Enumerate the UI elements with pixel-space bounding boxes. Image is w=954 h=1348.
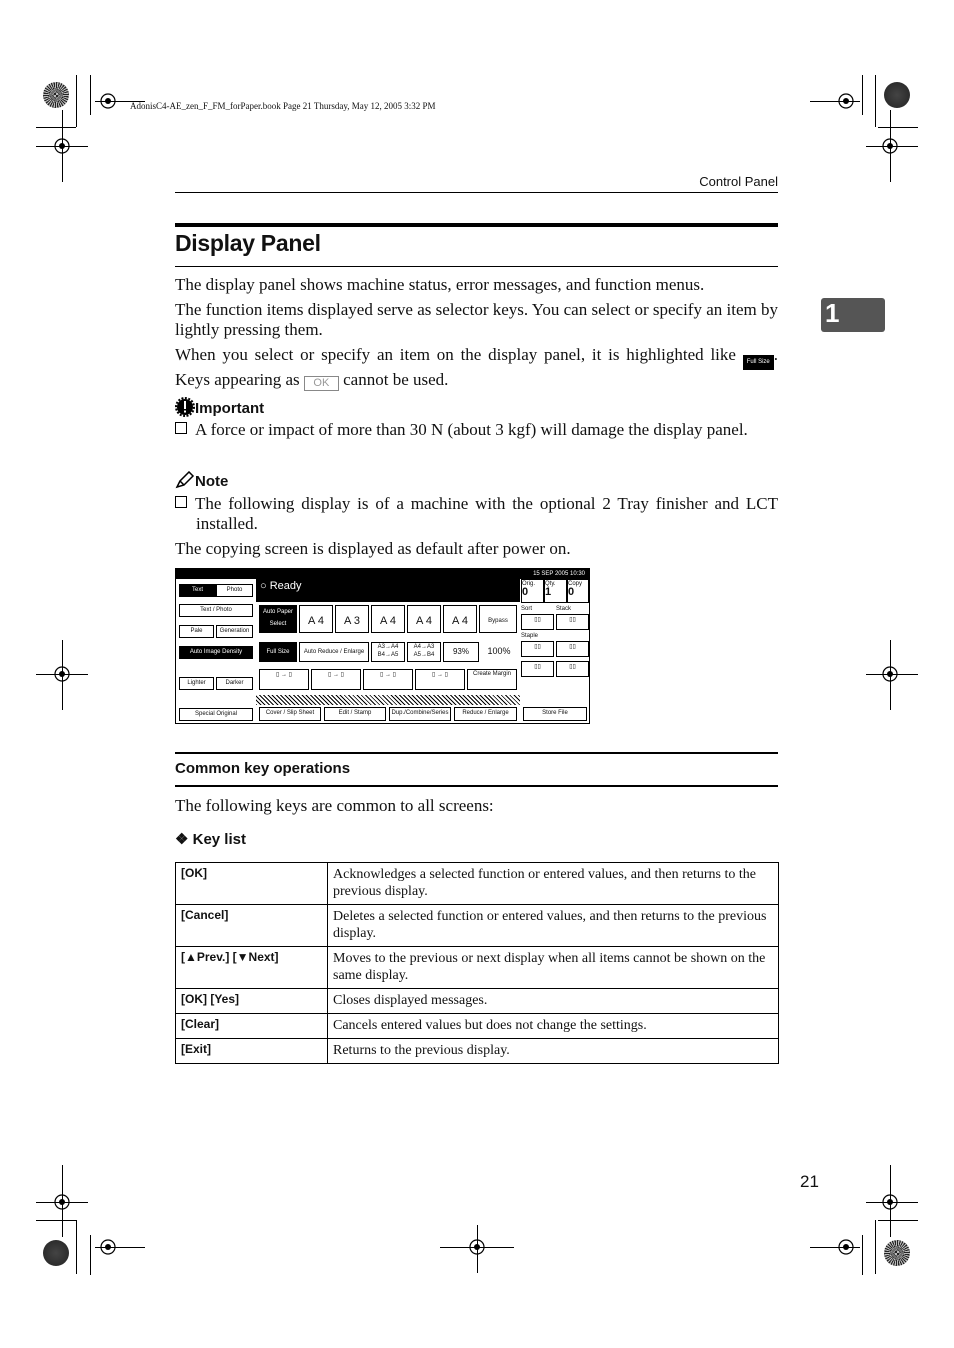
table-row	[176, 947, 779, 989]
checkbox-bullet-icon	[175, 496, 187, 508]
paragraph-highlight: When you select or specify an item on the display panel, it is highlighted like Full Size . Keys appearing as OK cannot be used.	[175, 345, 778, 389]
file-info-line: AdonisC4-AE_zen_F_FM_forPaper.book Page 21 Thursday, May 12, 2005 3:32 PM	[130, 101, 436, 111]
table-row	[176, 1014, 779, 1039]
lcd-key-sort[interactable]: ▯▯	[521, 614, 554, 630]
important-item: A force or impact of more than 30 N (about 3 kgf) will damage the display panel.	[175, 420, 778, 440]
section-rule-top	[175, 752, 778, 754]
lcd-key-staple-4[interactable]: ▯▯	[556, 661, 589, 677]
lcd-key-text[interactable]: Text	[179, 584, 216, 597]
lcd-status: ○ Ready	[256, 579, 520, 602]
table-row	[176, 863, 779, 905]
key-description-cell: Moves to the previous or next display when all items cannot be shown on the same display.	[328, 947, 779, 989]
key-description-cell: Cancels entered values but does not change the settings.	[328, 1014, 779, 1039]
lcd-key-lighter[interactable]: Lighter	[179, 677, 214, 690]
lcd-tab-dup-combine[interactable]: Dup./Combine/Series	[389, 707, 451, 721]
key-name-cell: [OK]	[176, 863, 328, 905]
lcd-pattern-strip	[256, 695, 520, 705]
lcd-key-combine-2[interactable]: ▯ → ▯	[415, 669, 465, 690]
page-number: 21	[800, 1172, 819, 1191]
lcd-qty-count: Qty. 1	[544, 579, 567, 603]
lcd-key-stack[interactable]: ▯▯	[556, 614, 589, 630]
lcd-key-ratio-enlarge[interactable]: A4→A3 A5→B4	[407, 642, 441, 662]
important-icon	[175, 397, 195, 417]
paragraph-common-keys: The following keys are common to all screens:	[175, 796, 494, 815]
lcd-key-photo[interactable]: Photo	[216, 584, 253, 597]
section-rule-bottom	[175, 785, 778, 787]
page-title: Display Panel	[175, 230, 321, 256]
lcd-key-store-file[interactable]: Store File	[523, 707, 587, 721]
lcd-key-auto-reduce[interactable]: Auto Reduce / Enlarge	[299, 642, 369, 662]
key-description-cell: Deletes a selected function or entered values, and then returns to the previous display.	[328, 905, 779, 947]
lcd-key-generation[interactable]: Generation	[216, 625, 253, 638]
lcd-key-tray-4[interactable]: A 4	[407, 605, 441, 633]
lcd-key-staple-3[interactable]: ▯▯	[521, 661, 554, 677]
running-header: Control Panel	[699, 174, 778, 189]
key-list-heading: ❖ Key list	[175, 831, 246, 848]
table-row	[176, 989, 779, 1014]
key-description-cell: Acknowledges a selected function or entered values, and then returns to the previous display.	[328, 863, 779, 905]
key-name-cell: [Exit]	[176, 1039, 328, 1064]
lcd-key-tray-lct[interactable]: A 4	[443, 605, 477, 633]
chapter-tab: 1	[821, 298, 885, 332]
lcd-ratio-display: 100%	[481, 642, 517, 662]
key-description-cell: Returns to the previous display.	[328, 1039, 779, 1064]
lcd-staple-label: Staple	[521, 632, 555, 640]
lcd-key-full-size[interactable]: Full Size	[259, 642, 297, 662]
lcd-key-duplex-1[interactable]: ▯ → ▯	[259, 669, 309, 690]
lcd-stack-label: Stack	[556, 605, 589, 613]
lcd-key-pale[interactable]: Pale	[179, 625, 214, 638]
lcd-tab-edit[interactable]: Edit / Stamp	[324, 707, 386, 721]
key-name-cell: [Cancel]	[176, 905, 328, 947]
lcd-key-special-original[interactable]: Special Original	[179, 708, 253, 721]
section-heading-common-keys: Common key operations	[175, 760, 351, 777]
lcd-key-tray-3[interactable]: A 4	[371, 605, 405, 633]
note-item: The following display is of a machine with the optional 2 Tray finisher and LCT installed.	[175, 494, 778, 534]
lcd-key-staple-1[interactable]: ▯▯	[521, 641, 554, 657]
key-name-cell: [OK] [Yes]	[176, 989, 328, 1014]
highlighted-key-sample: Full Size	[743, 355, 774, 370]
lcd-tab-cover[interactable]: Cover / Slip Sheet	[259, 707, 321, 721]
lcd-key-bypass[interactable]: Bypass	[479, 605, 517, 633]
key-list-table	[175, 862, 779, 1064]
lcd-key-combine-1[interactable]: ▯ → ▯	[363, 669, 413, 690]
key-name-cell: [Clear]	[176, 1014, 328, 1039]
lcd-key-staple-2[interactable]: ▯▯	[556, 641, 589, 657]
lcd-key-duplex-2[interactable]: ▯ → ▯	[311, 669, 361, 690]
lcd-key-auto-paper[interactable]: Auto Paper Select	[259, 605, 297, 633]
key-name-cell: [▲Prev.] [▼Next]	[176, 947, 328, 989]
lcd-copy-screen	[175, 568, 590, 724]
important-heading: Important	[175, 397, 264, 417]
lcd-key-ratio-93[interactable]: 93%	[443, 642, 479, 662]
lcd-tab-reduce[interactable]: Reduce / Enlarge	[454, 707, 517, 721]
lcd-date: 15 SEP 2005 10:30	[176, 569, 589, 579]
disabled-key-sample: OK	[304, 376, 339, 391]
title-rule-top	[175, 223, 778, 227]
lcd-sort-label: Sort	[521, 605, 555, 613]
lcd-key-tray-1[interactable]: A 4	[299, 605, 333, 633]
note-heading: Note	[175, 471, 228, 490]
diamond-bullet-icon: ❖	[175, 831, 189, 848]
lcd-key-tray-2[interactable]: A 3	[335, 605, 369, 633]
table-row	[176, 1039, 779, 1064]
paragraph-intro: The display panel shows machine status, error messages, and function menus.	[175, 275, 705, 294]
pencil-icon	[175, 471, 195, 489]
header-rule	[175, 192, 778, 193]
table-row	[176, 905, 779, 947]
paragraph-default-screen: The copying screen is displayed as default after power on.	[175, 539, 571, 558]
checkbox-bullet-icon	[175, 422, 187, 434]
key-description-cell: Closes displayed messages.	[328, 989, 779, 1014]
lcd-key-auto-density[interactable]: Auto Image Density	[179, 646, 253, 659]
lcd-key-darker[interactable]: Darker	[216, 677, 253, 690]
lcd-key-text-photo[interactable]: Text / Photo	[179, 604, 253, 617]
lcd-key-ratio-reduce[interactable]: A3→A4 B4→A5	[371, 642, 405, 662]
title-rule-bottom	[175, 266, 778, 267]
lcd-copy-count: Copy 0	[567, 579, 589, 603]
paragraph-selector-keys: The function items displayed serve as selector keys. You can select or specify an item by lightly pressing them.	[175, 300, 778, 339]
lcd-key-create-margin[interactable]: Create Margin	[467, 669, 517, 690]
lcd-orig-count: Orig. 0	[521, 579, 544, 603]
